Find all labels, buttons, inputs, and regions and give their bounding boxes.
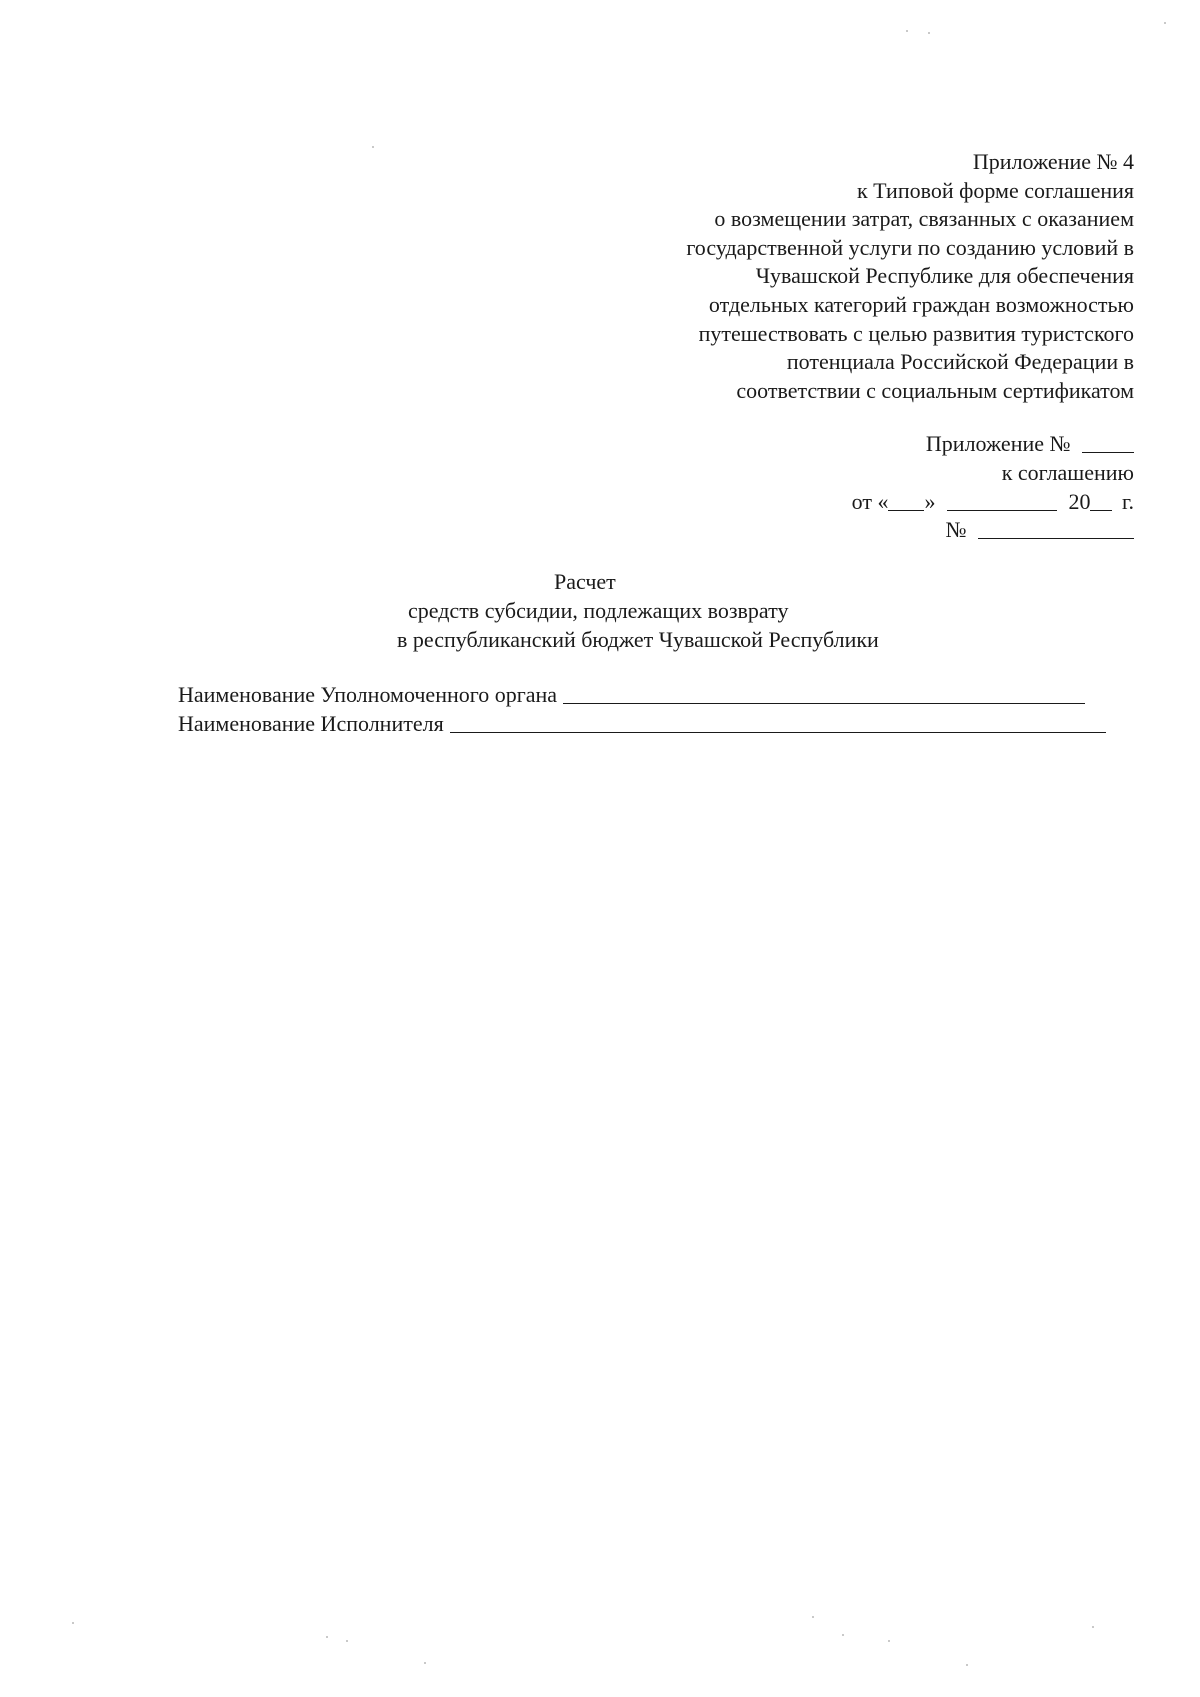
scan-speck	[72, 1622, 74, 1624]
appendix-header-line: к Типовой форме соглашения	[856, 177, 1134, 203]
scan-speck	[966, 1664, 968, 1666]
date-prefix: от «	[851, 488, 889, 514]
appendix-header-line: Чувашской Республике для обеспечения	[755, 263, 1134, 289]
attachment-agreement-number-line	[614, 516, 1134, 545]
appendix-header-line: государственной услуги по созданию условий в	[686, 234, 1134, 260]
scan-speck	[424, 1662, 426, 1664]
attachment-block	[614, 430, 1134, 545]
executor-field-row	[178, 709, 1138, 738]
authority-field-row	[178, 680, 1138, 709]
appendix-header	[514, 148, 1134, 405]
date-suffix: г.	[1121, 488, 1134, 514]
executor-label: Наименование Исполнителя	[178, 711, 444, 736]
title-line-3: в республиканский бюджет Чувашской Республики	[397, 626, 879, 652]
document-title: Расчет средств субсидии, подлежащих возврату в республиканский бюджет Чувашской Республики	[0, 568, 1200, 597]
appendix-header-line: путешествовать с целью развития туристского	[698, 320, 1134, 346]
scan-speck	[346, 1640, 348, 1642]
scan-speck	[888, 1640, 890, 1642]
authority-input-line[interactable]	[563, 683, 1085, 704]
scan-speck	[928, 32, 930, 34]
agreement-number-label: №	[945, 517, 967, 543]
scan-speck	[1092, 1626, 1094, 1628]
date-day-blank[interactable]	[888, 492, 924, 511]
scan-speck	[372, 146, 374, 148]
attachment-agreement-line: к соглашению	[1001, 459, 1134, 485]
scan-speck	[812, 1616, 814, 1618]
executor-input-line[interactable]	[450, 712, 1106, 733]
appendix-header-line: потенциала Российской Федерации в	[786, 349, 1134, 375]
authority-label: Наименование Уполномоченного органа	[178, 682, 558, 707]
appendix-header-line: Приложение № 4	[972, 149, 1134, 174]
attachment-number-blank[interactable]	[1082, 434, 1134, 453]
date-month-blank[interactable]	[947, 492, 1057, 511]
agreement-number-blank[interactable]	[978, 520, 1134, 539]
appendix-header-line: отдельных категорий граждан возможностью	[708, 291, 1134, 317]
scan-speck	[326, 1636, 328, 1638]
scan-speck	[1164, 22, 1166, 24]
appendix-header-line: о возмещении затрат, связанных с оказанием	[714, 206, 1134, 232]
scan-speck	[842, 1634, 844, 1636]
date-year-blank[interactable]	[1090, 492, 1112, 511]
title-line-2: средств субсидии, подлежащих возврату	[408, 597, 789, 623]
date-quote-close: »	[924, 488, 936, 514]
attachment-number-line	[614, 430, 1134, 459]
attachment-number-label: Приложение №	[925, 431, 1071, 456]
scan-speck	[906, 30, 908, 32]
form-fields	[178, 680, 1138, 738]
attachment-date-line	[614, 488, 1134, 517]
date-year-prefix: 20	[1068, 488, 1091, 514]
appendix-header-line: соответствии с социальным сертификатом	[736, 377, 1134, 403]
